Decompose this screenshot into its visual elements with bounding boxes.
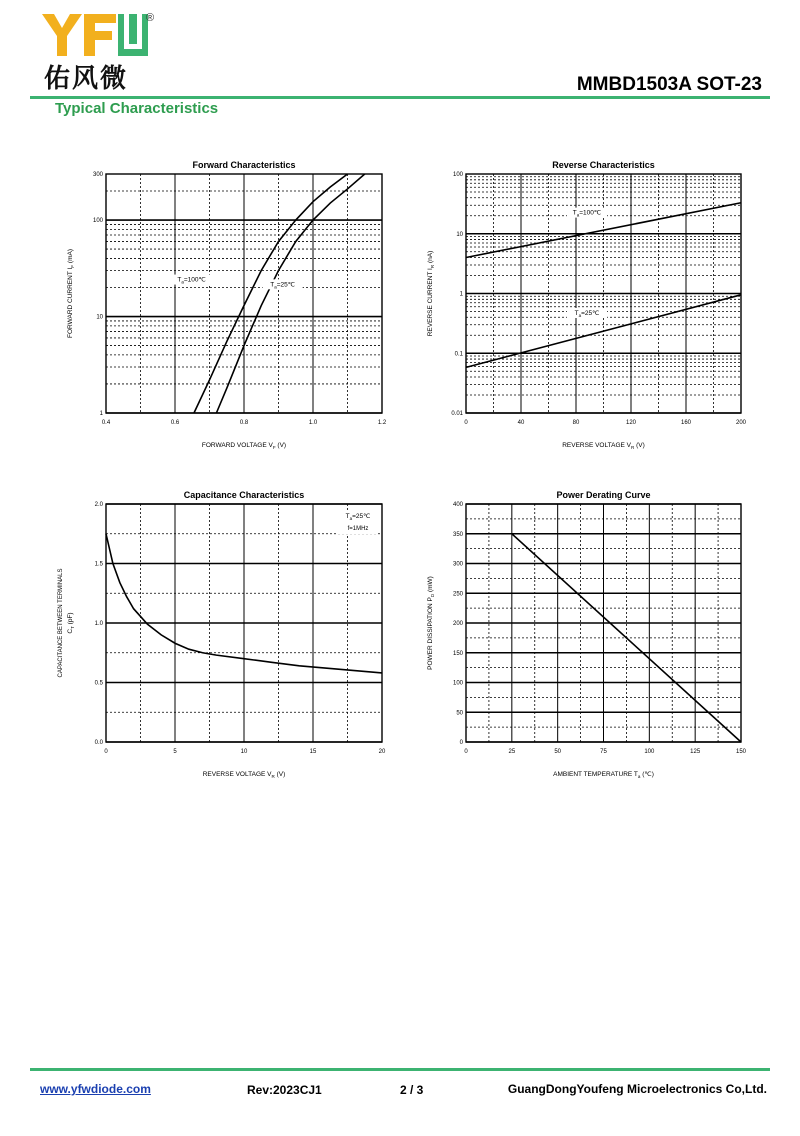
y-tick-label: 50	[456, 710, 463, 717]
x-tick-label: 1.2	[377, 420, 387, 426]
x-tick-label: 0.8	[239, 420, 249, 426]
x-tick-label: 75	[600, 749, 607, 755]
series-label: $T_a=100℃$	[177, 276, 206, 285]
y-tick-label: 0.1	[454, 351, 463, 358]
x-tick-label: 160	[680, 420, 692, 426]
x-tick-label: 5	[173, 749, 177, 755]
revision-text: Rev:2023CJ1	[247, 1083, 322, 1097]
y-tick-label: 100	[452, 172, 463, 178]
x-axis-label: AMBIENT TEMPERATURE $T_a$ (℃)	[553, 771, 654, 779]
y-tick-label: 0.0	[94, 740, 103, 746]
section-title: Typical Characteristics	[55, 100, 219, 117]
y-tick-label: 300	[92, 172, 103, 178]
y-tick-label: 10	[96, 314, 103, 321]
x-tick-label: 120	[625, 420, 637, 426]
y-tick-label: 350	[452, 531, 463, 538]
y-tick-label: 100	[92, 218, 103, 225]
x-axis-label: REVERSE VOLTAGE $V_R$ (V)	[562, 442, 645, 450]
registered-mark: ®	[146, 12, 155, 24]
x-tick-label: 10	[240, 749, 248, 755]
y-axis-label: REVERSE CURRENT $I_R$ (nA)	[427, 250, 435, 337]
y-tick-label: 1	[459, 291, 463, 298]
y-tick-label: 150	[452, 650, 463, 657]
x-tick-label: 0.4	[101, 420, 111, 426]
y-tick-label: 0.5	[94, 680, 103, 687]
x-tick-label: 0	[464, 749, 468, 755]
y-tick-label: 2.0	[94, 502, 103, 508]
y-tick-label: 0.01	[451, 411, 463, 417]
x-tick-label: 0	[104, 749, 108, 755]
x-tick-label: 150	[735, 749, 747, 755]
part-number-title: MMBD1503A SOT-23	[576, 74, 762, 95]
series-label: $T_a=100℃$	[572, 209, 602, 218]
company-name: GuangDongYoufeng Microelectronics Co,Ltd.	[507, 1082, 767, 1096]
footer-divider	[30, 1068, 770, 1071]
x-tick-label: 0	[464, 420, 468, 426]
series-label: $T_a=25℃$	[270, 281, 296, 290]
page-number: 2 / 3	[400, 1083, 424, 1097]
y-tick-label: 200	[452, 621, 463, 627]
chart-title: Power Derating Curve	[556, 490, 651, 500]
y-tick-label: 10	[456, 231, 463, 238]
x-tick-label: 1.0	[308, 420, 318, 426]
x-tick-label: 50	[554, 749, 562, 755]
logo-chinese-name: 佑风微	[44, 64, 129, 94]
x-tick-label: 15	[309, 749, 317, 755]
chart-title: Capacitance Characteristics	[183, 490, 305, 500]
y-tick-label: 1.5	[94, 561, 103, 568]
y-axis-label-secondary: $C_T$ (pF)	[67, 612, 75, 634]
series-label: $T_a=25℃$	[574, 310, 600, 319]
y-tick-label: 400	[452, 502, 463, 508]
chart-note: f=1MHz	[347, 526, 369, 532]
x-tick-label: 20	[378, 749, 386, 755]
y-axis-label: FORWARD CURRENT $I_F$ (mA)	[67, 249, 75, 338]
y-tick-label: 300	[452, 561, 463, 568]
x-tick-label: 25	[508, 749, 516, 755]
chart-title: Reverse Characteristics	[552, 160, 655, 170]
chart-title: Forward Characteristics	[192, 160, 296, 170]
x-tick-label: 0.6	[170, 420, 180, 426]
x-axis-label: FORWARD VOLTAGE $V_F$ (V)	[201, 442, 287, 450]
y-tick-label: 1.0	[94, 621, 103, 627]
x-tick-label: 200	[735, 420, 747, 426]
y-tick-label: 0	[459, 740, 463, 746]
x-tick-label: 100	[644, 749, 655, 755]
y-tick-label: 100	[452, 680, 463, 687]
chart-note: $T_a=25℃$	[345, 513, 371, 521]
x-tick-label: 125	[690, 749, 701, 755]
x-axis-label: REVERSE VOLTAGE $V_R$ (V)	[202, 771, 286, 779]
y-tick-label: 250	[452, 591, 463, 598]
y-axis-label: CAPACITANCE BETWEEN TERMINALS	[58, 568, 64, 678]
x-tick-label: 80	[572, 420, 580, 426]
y-axis-label: POWER DISSIPATION $P_D$ (mW)	[427, 576, 435, 670]
y-tick-label: 1	[99, 411, 103, 417]
website-link[interactable]: www.yfwdiode.com	[40, 1082, 151, 1096]
x-tick-label: 40	[517, 420, 525, 426]
